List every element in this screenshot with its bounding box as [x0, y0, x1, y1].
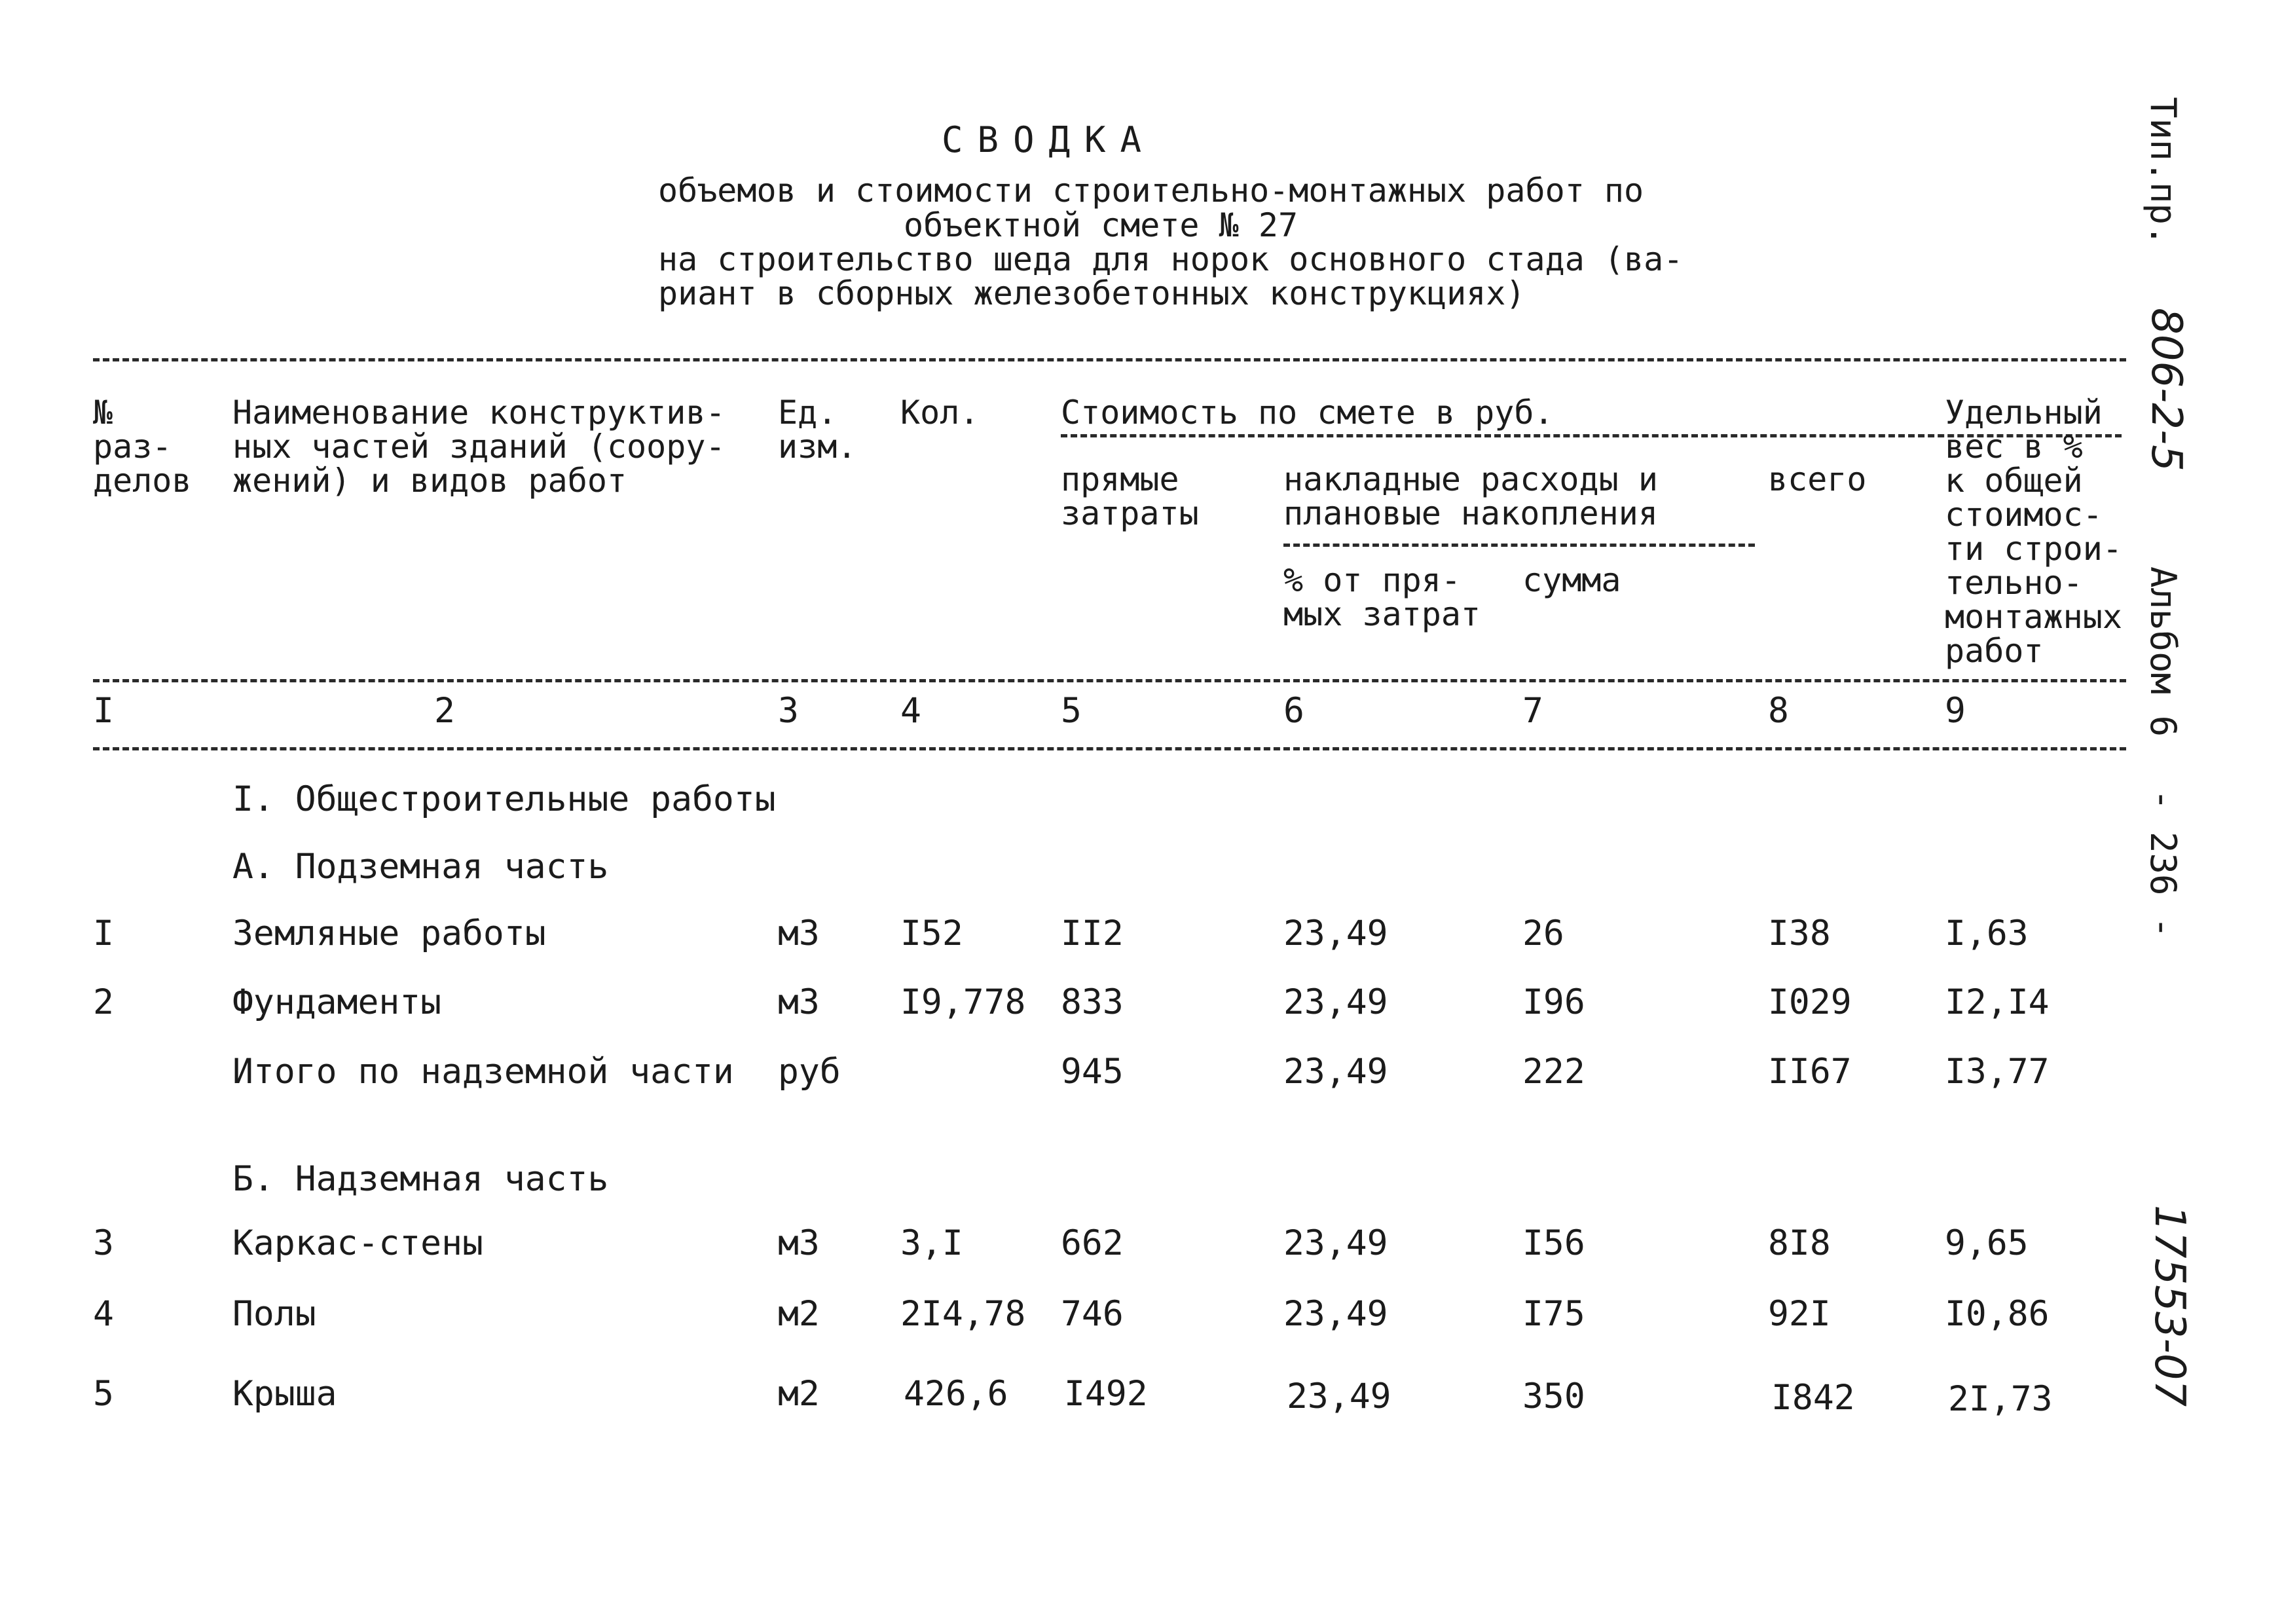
row-number: 3 [93, 1223, 114, 1263]
row-total: I029 [1768, 982, 1852, 1022]
row-quantity: 426,6 [904, 1374, 1008, 1414]
header-share: Удельный вес в % к общей стоимос- ти строи- тельно- монтажных работ [1945, 394, 2122, 670]
row-direct-costs: II2 [1061, 913, 1124, 953]
column-number-3: 3 [778, 691, 799, 731]
row-total: I38 [1768, 913, 1831, 953]
column-number-5: 5 [1061, 691, 1082, 731]
document-title: СВОДКА [942, 119, 1156, 160]
row-quantity: I52 [900, 913, 963, 953]
column-number-2: 2 [434, 691, 455, 731]
header-item-name: Наименование конструктив- ных частей зданий (соору- жений) и видов работ [232, 394, 726, 500]
row-name: Крыша [232, 1374, 337, 1414]
header-overhead-percent: % от пря- мых затрат [1283, 561, 1481, 633]
row-name: Полы [232, 1294, 316, 1334]
row-quantity: 3,I [900, 1223, 963, 1263]
row-name: Итого по надземной части [232, 1052, 734, 1092]
row-direct-costs: 833 [1061, 982, 1124, 1022]
header-section-number: № раз- делов [93, 394, 192, 500]
header-top-rule [93, 358, 2126, 361]
row-total: I842 [1771, 1378, 1855, 1418]
column-number-9: 9 [1945, 691, 1966, 731]
column-number-1: I [93, 691, 114, 731]
subtitle-line-3: на строительство шеда для норок основного стада (ва- [658, 240, 1684, 278]
row-direct-costs: 945 [1061, 1052, 1124, 1092]
row-overhead-sum: 26 [1522, 913, 1564, 953]
subtitle-line-4: риант в сборных железобетонных конструкциях) [658, 274, 1526, 312]
margin-page-number: - 236 - [2143, 789, 2184, 938]
row-overhead-sum: 222 [1522, 1052, 1585, 1092]
row-share: I3,77 [1945, 1052, 2050, 1092]
subtitle-line-2: объектной смете № 27 [904, 206, 1298, 244]
row-name: Земляные работы [232, 913, 546, 953]
row-share: 2I,73 [1948, 1379, 2053, 1419]
row-unit: м3 [778, 913, 820, 953]
row-overhead-sum: I75 [1522, 1294, 1585, 1334]
row-unit: м2 [778, 1374, 820, 1414]
margin-project-code: 806-2-5 [2142, 308, 2190, 471]
row-unit: м3 [778, 982, 820, 1022]
header-direct-costs: прямые затраты [1061, 460, 1199, 532]
row-number: 4 [93, 1294, 114, 1334]
row-overhead-sum: 350 [1522, 1376, 1585, 1416]
row-share: I,63 [1945, 913, 2029, 953]
header-cost-group: Стоимость по смете в руб. [1061, 394, 1554, 432]
margin-doc-number: 17553-07 [2145, 1205, 2194, 1407]
row-number: I [93, 913, 114, 953]
row-share: 9,65 [1945, 1223, 2029, 1263]
row-quantity: I9,778 [900, 982, 1026, 1022]
subtitle-line-1: объемов и стоимости строительно-монтажных работ по [658, 172, 1644, 210]
row-share: I2,I4 [1945, 982, 2050, 1022]
row-unit: руб [778, 1052, 841, 1092]
row-number: 5 [93, 1374, 114, 1414]
row-overhead-percent: 23,49 [1283, 1223, 1388, 1263]
header-bottom-rule [93, 679, 2126, 682]
row-unit: м3 [778, 1223, 820, 1263]
margin-type-project: Тип.пр. [2143, 97, 2184, 246]
row-total: 8I8 [1768, 1223, 1831, 1263]
row-overhead-percent: 23,49 [1287, 1376, 1391, 1416]
section-heading-general: I. Общестроительные работы [232, 779, 776, 819]
row-overhead-percent: 23,49 [1283, 1294, 1388, 1334]
header-total: всего [1768, 460, 1867, 498]
margin-album: Альбом 6 [2143, 566, 2184, 737]
row-total: 92I [1768, 1294, 1831, 1334]
row-direct-costs: I492 [1064, 1374, 1148, 1414]
row-name: Фундаменты [232, 982, 442, 1022]
column-number-4: 4 [900, 691, 921, 731]
row-total: II67 [1768, 1052, 1852, 1092]
row-overhead-percent: 23,49 [1283, 913, 1388, 953]
row-direct-costs: 746 [1061, 1294, 1124, 1334]
column-number-8: 8 [1768, 691, 1789, 731]
row-share: I0,86 [1945, 1294, 2050, 1334]
row-overhead-sum: I96 [1522, 982, 1585, 1022]
row-name: Каркас-стены [232, 1223, 483, 1263]
header-quantity: Кол. [900, 394, 980, 432]
section-heading-aboveground: Б. Надземная часть [232, 1159, 609, 1199]
row-unit: м2 [778, 1294, 820, 1334]
row-quantity: 2I4,78 [900, 1294, 1026, 1334]
row-overhead-sum: I56 [1522, 1223, 1585, 1263]
overhead-group-rule [1283, 544, 1755, 547]
column-number-6: 6 [1283, 691, 1304, 731]
row-overhead-percent: 23,49 [1283, 1052, 1388, 1092]
column-numbers-rule [93, 747, 2126, 750]
column-number-7: 7 [1522, 691, 1543, 731]
header-unit: Ед. изм. [778, 394, 857, 466]
row-overhead-percent: 23,49 [1283, 982, 1388, 1022]
header-overhead-group: накладные расходы и плановые накопления [1283, 460, 1658, 532]
header-overhead-sum: сумма [1522, 561, 1621, 599]
section-heading-underground: А. Подземная часть [232, 847, 609, 887]
row-number: 2 [93, 982, 114, 1022]
row-direct-costs: 662 [1061, 1223, 1124, 1263]
